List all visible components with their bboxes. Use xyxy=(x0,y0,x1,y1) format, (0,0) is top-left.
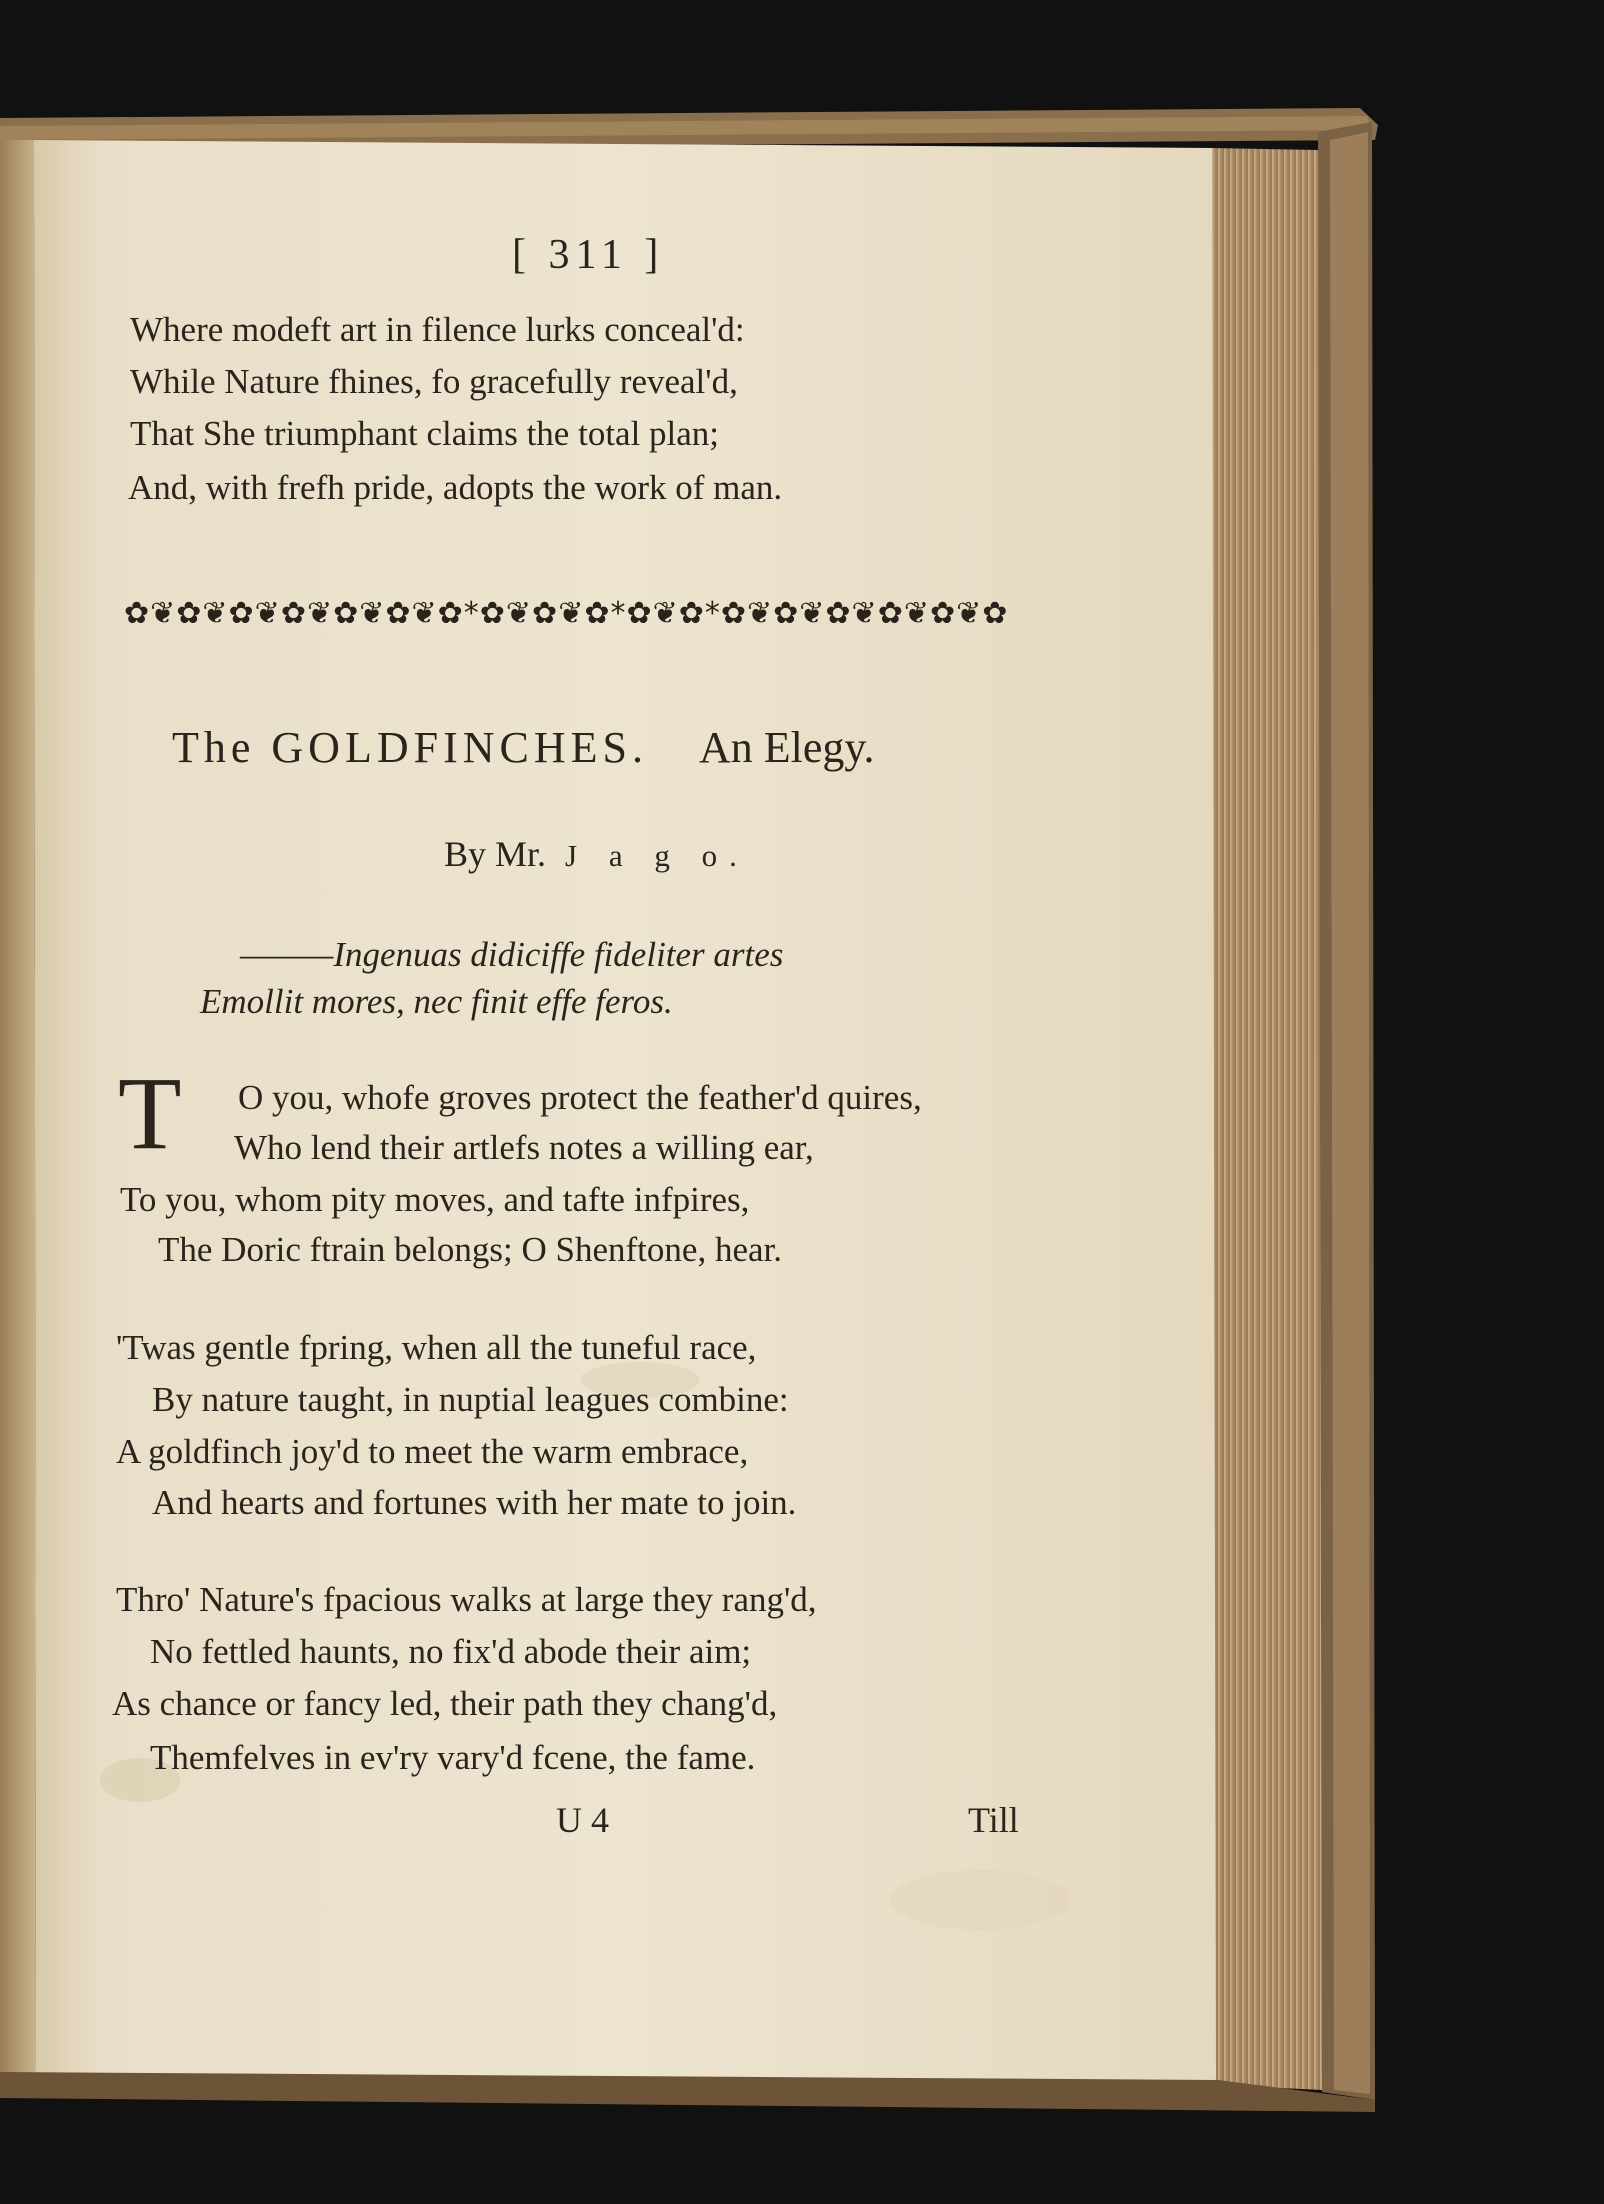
verse-line: Thro' Nature's fpacious walks at large they rang'd, xyxy=(116,1580,817,1619)
author-byline xyxy=(444,834,749,876)
catchword: Till xyxy=(968,1800,1019,1840)
verse-line: And, with frefh pride, adopts the work of man. xyxy=(128,468,783,507)
signature-mark: U 4 xyxy=(556,1800,609,1840)
verse-line: Themfelves in ev'ry vary'd fcene, the fame. xyxy=(150,1738,756,1777)
verse-line: To you, whom pity moves, and tafte infpires, xyxy=(120,1180,750,1219)
verse-line: As chance or fancy led, their path they chang'd, xyxy=(112,1684,778,1723)
drop-cap-letter: T xyxy=(118,1056,182,1171)
author-name: J a g o. xyxy=(565,838,749,873)
poem-title-main: The GOLDFINCHES. xyxy=(172,723,648,772)
verse-line: By nature taught, in nuptial leagues combine: xyxy=(152,1380,789,1419)
verse-line: The Doric ftrain belongs; O Shenftone, hear. xyxy=(158,1230,782,1269)
verse-line: That She triumphant claims the total plan; xyxy=(130,414,720,453)
epigraph-line: Emollit mores, nec finit effe feros. xyxy=(200,982,673,1021)
verse-line: 'Twas gentle fpring, when all the tuneful race, xyxy=(116,1328,757,1367)
decorative-ornament-band: ✿❦✿❦✿❦✿❦✿❦✿❦✿*✿❦✿❦✿*✿❦✿*✿❦✿❦✿❦✿❦✿❦✿ xyxy=(124,596,1009,631)
verse-line: O you, whofe groves protect the feather'd quires, xyxy=(238,1078,922,1117)
page-number: [ 311 ] xyxy=(512,232,665,278)
verse-line: Where modeft art in filence lurks conceal'd: xyxy=(130,310,745,349)
epigraph-line: ———Ingenuas didiciffe fideliter artes xyxy=(240,935,784,974)
verse-line: No fettled haunts, no fix'd abode their aim; xyxy=(150,1632,752,1671)
poem-title-sub: An Elegy. xyxy=(698,723,875,772)
verse-line: Who lend their artlefs notes a willing ear, xyxy=(234,1128,814,1167)
poem-title xyxy=(172,723,875,772)
byline-prefix: By Mr. xyxy=(444,834,547,874)
verse-line: A goldfinch joy'd to meet the warm embrace, xyxy=(116,1432,749,1471)
verse-line: While Nature fhines, fo gracefully reveal'd, xyxy=(130,362,738,401)
verse-line: And hearts and fortunes with her mate to join. xyxy=(152,1483,797,1522)
